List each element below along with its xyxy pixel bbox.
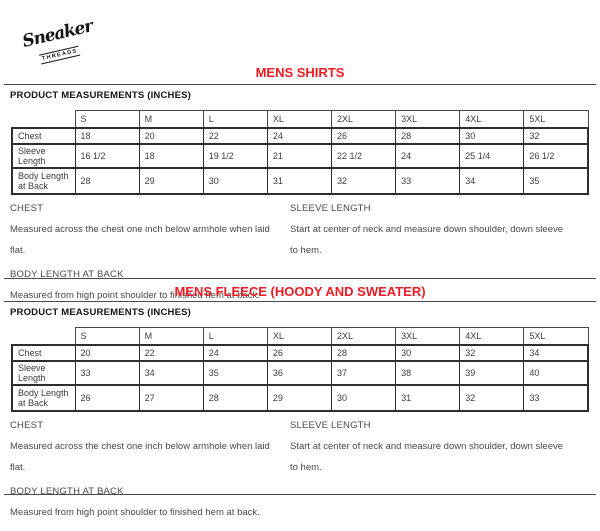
cell: 21 [267,144,331,168]
cell: 24 [396,144,460,168]
cell: 39 [460,361,524,385]
col-header-4xl: 4XL [460,111,524,129]
cell: 40 [524,361,588,385]
measurements-label: PRODUCT MEASUREMENTS (INCHES) [10,307,192,318]
note-heading-sleeve-length: SLEEVE LENGTH [290,203,371,214]
cell: 34 [460,168,524,194]
notes-right-mens-shirts [290,203,566,269]
note-heading-chest: CHEST [10,420,44,431]
mens-fleece-size-table [11,327,589,412]
cell: 31 [267,168,331,194]
divider-line [4,301,596,302]
cell: 32 [524,128,588,144]
cell: 30 [332,385,396,411]
col-header-3xl: 3XL [396,328,460,346]
cell: 26 [75,385,139,411]
cell: 22 [203,128,267,144]
row-label: Chest [12,345,75,361]
col-header-l: L [203,328,267,346]
corner-cell [12,328,75,346]
note-heading-body-length: BODY LENGTH AT BACK [10,269,124,280]
cell: 33 [524,385,588,411]
sneakerthreads-logo [20,16,97,69]
row-label: Sleeve Length [12,144,75,168]
cell: 25 1/4 [460,144,524,168]
table-row-body-length-at-back [12,168,588,194]
cell: 38 [396,361,460,385]
cell: 30 [396,345,460,361]
cell: 28 [332,345,396,361]
note-text-chest: Measured across the chest one inch below armhole when laid flat. [10,224,270,256]
cell: 34 [139,361,203,385]
table-row-sleeve-length [12,361,588,385]
table-row-body-length-at-back [12,385,588,411]
cell: 36 [267,361,331,385]
note-text-body-length: Measured from high point shoulder to finished hem at back. [10,507,260,518]
cell: 33 [75,361,139,385]
col-header-2xl: 2XL [332,328,396,346]
col-header-l: L [203,111,267,129]
cell: 30 [203,168,267,194]
table-row-chest [12,345,588,361]
cell: 26 [267,345,331,361]
row-label: Chest [12,128,75,144]
cell: 30 [460,128,524,144]
cell: 26 1/2 [524,144,588,168]
section-title-mens-fleece: MENS FLEECE (HOODY AND SWEATER) [174,284,426,299]
col-header-xl: XL [267,111,331,129]
col-header-2xl: 2XL [332,111,396,129]
col-header-4xl: 4XL [460,328,524,346]
cell: 32 [460,345,524,361]
table-row-sleeve-length [12,144,588,168]
cell: 18 [139,144,203,168]
section-title-mens-shirts: MENS SHIRTS [255,65,345,80]
cell: 24 [203,345,267,361]
cell: 29 [267,385,331,411]
cell: 20 [139,128,203,144]
col-header-s: S [75,111,139,129]
col-header-m: M [139,328,203,346]
note-heading-sleeve-length: SLEEVE LENGTH [290,420,371,431]
col-header-3xl: 3XL [396,111,460,129]
cell: 26 [332,128,396,144]
cell: 22 [139,345,203,361]
table-header-row [12,111,588,129]
note-text-body-length: Measured from high point shoulder to finished hem at back. [10,290,260,301]
note-text-sleeve-length: Start at center of neck and measure down shoulder, down sleeve to hem. [290,224,564,256]
cell: 20 [75,345,139,361]
corner-cell [12,111,75,129]
logo-script-text: Sneaker [20,16,95,52]
logo-sub-text: THREADS [39,46,81,65]
table-header-row [12,328,588,346]
cell: 16 1/2 [75,144,139,168]
note-heading-body-length: BODY LENGTH AT BACK [10,486,124,497]
cell: 28 [75,168,139,194]
cell: 31 [396,385,460,411]
cell: 35 [203,361,267,385]
cell: 32 [332,168,396,194]
cell: 33 [396,168,460,194]
row-label: Body Length at Back [12,385,75,411]
divider-line [4,84,596,85]
cell: 34 [524,345,588,361]
cell: 18 [75,128,139,144]
cell: 22 1/2 [332,144,396,168]
cell: 27 [139,385,203,411]
row-label: Sleeve Length [12,361,75,385]
table-row-chest [12,128,588,144]
col-header-xl: XL [267,328,331,346]
cell: 32 [460,385,524,411]
col-header-m: M [139,111,203,129]
cell: 28 [396,128,460,144]
cell: 35 [524,168,588,194]
cell: 19 1/2 [203,144,267,168]
col-header-5xl: 5XL [524,111,588,129]
divider-line [4,278,596,279]
mens-shirts-size-table [11,110,589,195]
notes-left-mens-fleece [10,420,286,531]
cell: 29 [139,168,203,194]
measurements-label: PRODUCT MEASUREMENTS (INCHES) [10,90,192,101]
notes-right-mens-fleece [290,420,566,486]
note-text-chest: Measured across the chest one inch below armhole when laid flat. [10,441,270,473]
row-label: Body Length at Back [12,168,75,194]
cell: 37 [332,361,396,385]
col-header-s: S [75,328,139,346]
note-text-sleeve-length: Start at center of neck and measure down shoulder, down sleeve to hem. [290,441,564,473]
note-heading-chest: CHEST [10,203,44,214]
divider-line [4,494,596,495]
cell: 24 [267,128,331,144]
col-header-5xl: 5XL [524,328,588,346]
cell: 28 [203,385,267,411]
